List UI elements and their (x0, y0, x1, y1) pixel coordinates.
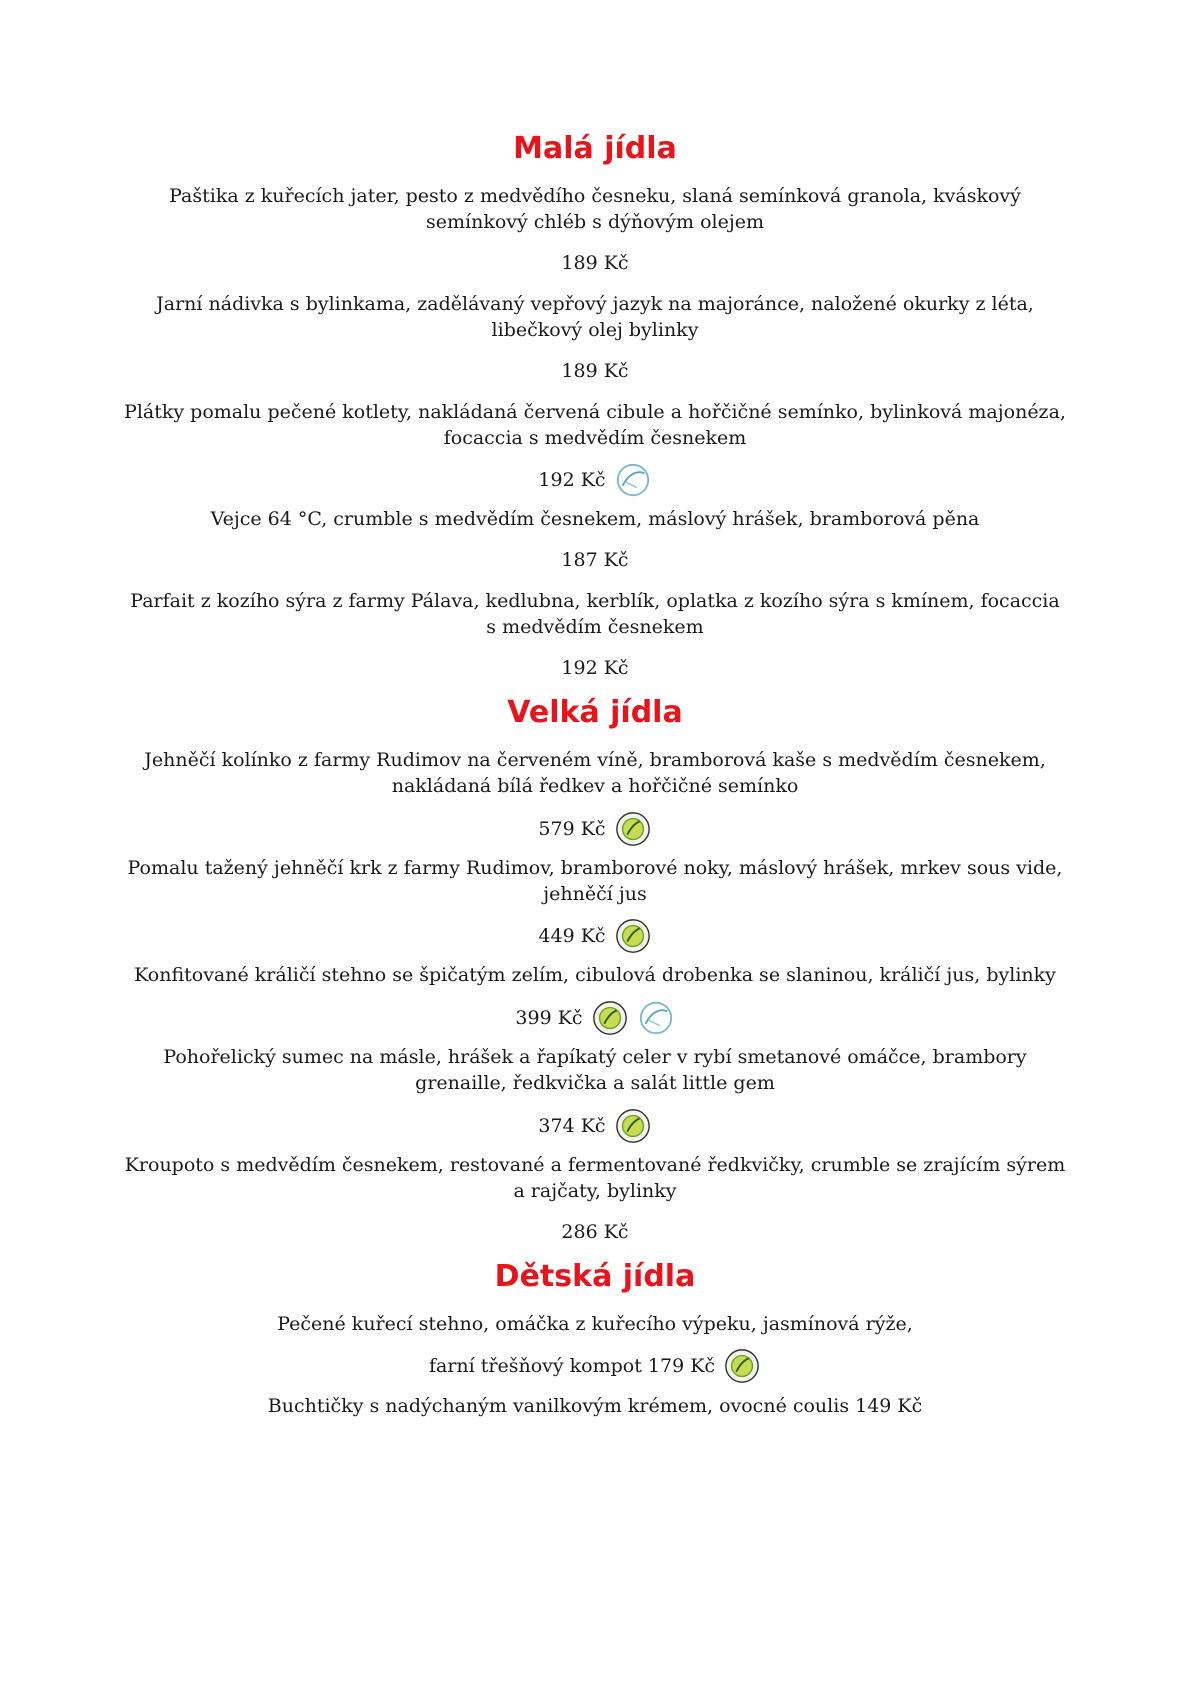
item-price: 192 Kč (561, 657, 629, 679)
item-desc: Kroupoto s medvědím česnekem, restované a fermentované ředkvičky, crumble se zrajícím sýrem (124, 1154, 1066, 1176)
item-price: 192 Kč (538, 469, 606, 491)
item-desc: Vejce 64 °C, crumble s medvědím česnekem, máslový hrášek, bramborová pěna (210, 508, 980, 530)
item-desc: farní třešňový kompot 179 Kč (428, 1355, 716, 1377)
item-price-row (0, 461, 1190, 499)
item-desc: Paštika z kuřecích jater, pesto z medvědího česneku, slaná semínková granola, kváskový (169, 185, 1021, 207)
green-seal-icon (723, 1347, 761, 1385)
item-desc: a rajčaty, bylinky (513, 1180, 677, 1202)
item-desc: Jarní nádivka s bylinkama, zadělávaný vepřový jazyk na majoránce, naložené okurky z léta, (156, 293, 1034, 315)
item-desc: focaccia s medvědím česnekem (443, 427, 747, 449)
item-desc: s medvědím česnekem (486, 616, 704, 638)
item-price: 189 Kč (561, 252, 629, 274)
item-price-row (0, 1347, 1190, 1385)
item-price-row (0, 999, 1190, 1037)
item-desc: Konfitované králičí stehno se špičatým zelím, cibulová drobenka se slaninou, králičí jus, bylinky (134, 964, 1056, 986)
item-price: 374 Kč (538, 1115, 606, 1137)
item-desc: Pomalu tažený jehněčí krk z farmy Rudimov, bramborové noky, máslový hrášek, mrkev sous vide, (127, 857, 1063, 879)
item-desc: Jehněčí kolínko z farmy Rudimov na červeném víně, bramborová kaše s medvědím česnekem, (144, 749, 1046, 771)
item-desc: Buchtičky s nadýchaným vanilkovým krémem, ovocné coulis 149 Kč (267, 1395, 923, 1417)
item-desc: Pečené kuřecí stehno, omáčka z kuřecího výpeku, jasmínová rýže, (277, 1313, 913, 1335)
section-title-velka: Velká jídla (507, 695, 683, 730)
section-title-mala: Malá jídla (513, 131, 677, 166)
item-price: 189 Kč (561, 360, 629, 382)
item-price-row (0, 810, 1190, 848)
section-title-detska: Dětská jídla (494, 1259, 696, 1294)
item-price: 399 Kč (515, 1007, 583, 1029)
item-desc: grenaille, ředkvička a salát little gem (415, 1072, 775, 1094)
green-seal-icon (614, 1107, 652, 1145)
item-price-row (0, 917, 1190, 955)
item-desc: jehněčí jus (543, 883, 647, 905)
item-price: 187 Kč (561, 549, 629, 571)
item-price-row (0, 1107, 1190, 1145)
item-desc: Plátky pomalu pečené kotlety, nakládaná červená cibule a hořčičné semínko, bylinková majonéza, (124, 401, 1066, 423)
item-price: 449 Kč (538, 925, 606, 947)
blue-leaf-icon (614, 461, 652, 499)
green-seal-icon (614, 917, 652, 955)
item-desc: nakládaná bílá ředkev a hořčičné semínko (391, 775, 799, 797)
item-price: 579 Kč (538, 818, 606, 840)
green-seal-icon (591, 999, 629, 1037)
item-desc: libečkový olej bylinky (491, 319, 699, 341)
item-desc: Pohořelický sumec na másle, hrášek a řapíkatý celer v rybí smetanové omáčce, brambory (163, 1046, 1027, 1068)
item-price: 286 Kč (561, 1221, 629, 1243)
green-seal-icon (614, 810, 652, 848)
blue-leaf-icon (637, 999, 675, 1037)
item-desc: semínkový chléb s dýňovým olejem (426, 211, 764, 233)
item-desc: Parfait z kozího sýra z farmy Pálava, kedlubna, kerblík, oplatka z kozího sýra s kmínem, focaccia (130, 590, 1060, 612)
